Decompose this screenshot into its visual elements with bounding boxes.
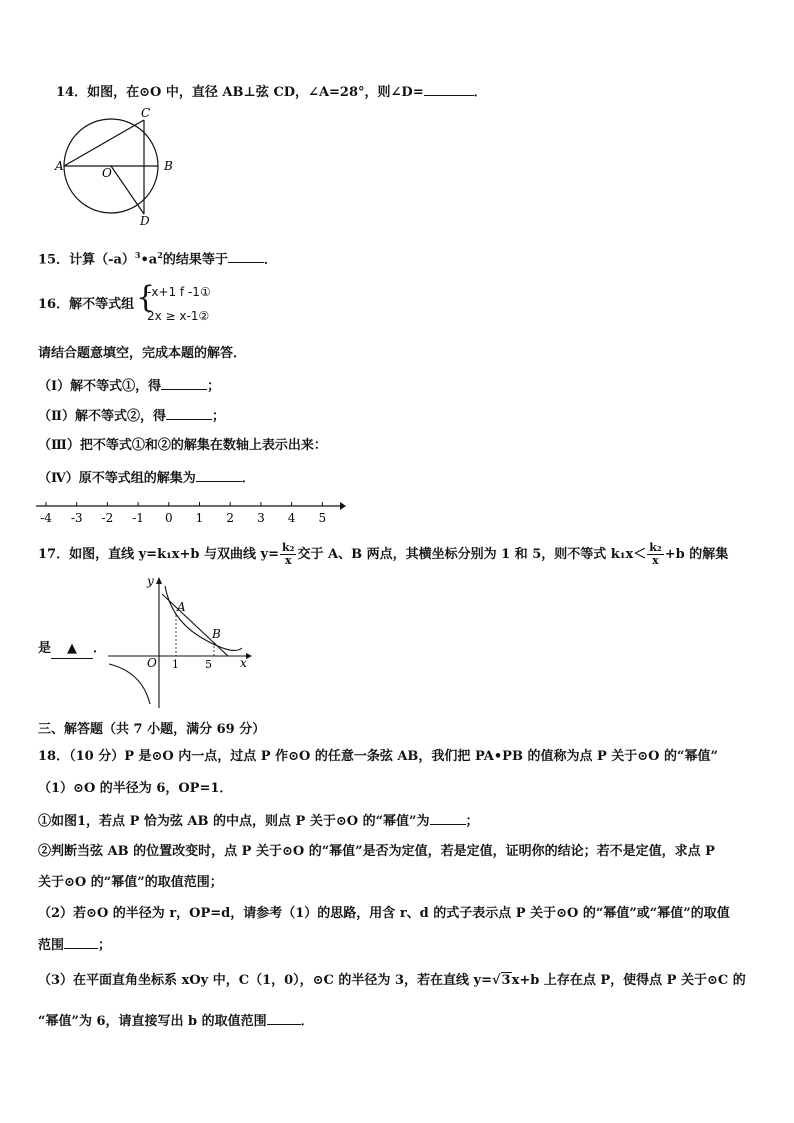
q17-end: ．	[93, 641, 107, 656]
number-line-tick-label: -3	[70, 511, 83, 525]
segment-ac	[64, 120, 144, 166]
label-d: D	[140, 214, 150, 228]
q14-answer-blank[interactable]	[424, 83, 474, 96]
q16-step2-blank[interactable]	[166, 407, 212, 420]
q18-sqrt-value: 3	[501, 973, 511, 988]
q17-fraction-2	[647, 542, 663, 567]
q14-stem: 14．如图，在⊙O 中，直径 AB⊥弦 CD，∠A=28°，则∠D=	[56, 85, 424, 100]
q18-part3-pre: （3）在平面直角坐标系 xOy 中，C（1，0），⊙C 的半径为 3，若在直线 y=	[38, 973, 492, 988]
q17-pre: 17．如图，直线 y=k₁x+b 与双曲线 y=	[38, 547, 279, 562]
x-axis-arrow	[246, 653, 252, 659]
q17-frac1-den: x	[284, 554, 292, 567]
graph-label-a: A	[177, 600, 186, 614]
graph-label-b: B	[212, 627, 221, 641]
q16-step4-end: ．	[241, 471, 255, 486]
q17-line2	[38, 640, 106, 659]
q18-part2-text: 范围	[38, 938, 65, 953]
q17-frac1-num: k₂	[282, 541, 295, 554]
q16-inequality-1: -x+1 f -1①	[147, 285, 211, 299]
system-brace: {	[136, 280, 156, 315]
number-line-tick-label: 4	[287, 511, 296, 525]
label-c: C	[141, 106, 151, 120]
number-line-tick-label: 3	[257, 511, 265, 525]
q18-part3-end: ．	[300, 1014, 314, 1029]
q18-part2-line2	[38, 936, 111, 955]
q16-label: 16．解不等式组	[38, 297, 135, 312]
q15-answer-blank[interactable]	[228, 250, 264, 263]
q18-part1b-line2: 关于⊙O 的“幂值”的取值范围；	[38, 875, 223, 890]
q17-graph	[104, 572, 256, 712]
q16-step4-text: （Ⅳ）原不等式组的解集为	[38, 471, 196, 486]
q18-part1b-line1: ②判断当弦 AB 的位置改变时，点 P 关于⊙O 的“幂值”是否为定值，若是定值，证明你的结论；若不是定值，求点 P	[38, 844, 715, 859]
number-line-tick-label: 2	[226, 511, 235, 525]
q18-part1: （1）⊙O 的半径为 6，OP=1．	[38, 781, 233, 796]
q18-part3-line1	[38, 972, 746, 990]
q17-line2-text: 是	[38, 641, 52, 656]
number-line-tick-label: -2	[101, 511, 114, 525]
q16-step2	[38, 407, 225, 426]
q17-post: +b 的解集	[664, 547, 729, 562]
number-line-tick-label: 0	[164, 511, 173, 525]
q18-part3-post: x+b 上存在点 P，使得点 P 关于⊙C 的	[511, 973, 746, 988]
graph-tick-1: 1	[172, 658, 179, 671]
q16-step3: （Ⅲ）把不等式①和②的解集在数轴上表示出来：	[38, 438, 327, 453]
section-3-heading: 三、解答题（共 7 小题，满分 69 分）	[38, 722, 266, 737]
q18-part1a-text: ①如图1，若点 P 恰为弦 AB 的中点，则点 P 关于⊙O 的“幂值”为	[38, 814, 430, 829]
q18-part2-end: ；	[98, 938, 112, 953]
q17-fraction-1	[280, 542, 296, 567]
q17-text	[38, 542, 728, 567]
number-line-tick-label: 5	[318, 511, 327, 525]
hyperbola-branch-2	[109, 664, 150, 704]
q14-text	[56, 83, 487, 102]
q15-post: 的结果等于	[162, 252, 228, 268]
q14-circle-figure	[52, 106, 187, 228]
q17-frac2-num: k₂	[649, 541, 662, 554]
q15-mid: •a	[140, 252, 158, 268]
sqrt-sign: √	[491, 973, 501, 988]
number-line-tick-label: -4	[40, 511, 52, 525]
q15-exp3: 3	[134, 250, 141, 260]
label-o: O	[102, 166, 112, 180]
q16-step4-blank[interactable]	[196, 469, 242, 482]
q16-step2-text: （Ⅱ）解不等式②，得	[38, 409, 166, 424]
label-b: B	[164, 159, 173, 173]
q16-step2-semi: ；	[211, 409, 225, 424]
line-y-k1x-b	[162, 594, 228, 656]
q16-step1	[38, 377, 220, 396]
q17-answer-blank[interactable]	[51, 640, 93, 659]
label-a: A	[55, 159, 64, 173]
q18-part2-line1: （2）若⊙O 的半径为 r，OP=d，请参考（1）的思路，用含 r、d 的式子表示点 P 关于⊙O 的“幂值”或“幂值”的取值	[38, 906, 730, 921]
q16-inequality-2: 2x ≥ x-1②	[147, 309, 210, 323]
graph-label-x: x	[240, 656, 247, 670]
q18-part3-blank[interactable]	[267, 1012, 301, 1025]
graph-tick-5: 5	[205, 658, 212, 671]
q16-intro: 请结合题意填空，完成本题的解答．	[38, 346, 247, 361]
q18-part2-blank[interactable]	[64, 936, 98, 949]
number-line[interactable]	[34, 497, 346, 529]
q18-part1a-end: ；	[465, 814, 479, 829]
graph-label-o: O	[147, 656, 157, 670]
q18-part3-line2	[38, 1012, 314, 1031]
q18-part1a	[38, 812, 479, 831]
q17-frac2-den: x	[652, 554, 659, 567]
q16-step4	[38, 469, 255, 488]
hyperbola-branch-1	[165, 586, 242, 650]
graph-label-y: y	[147, 574, 154, 588]
y-axis-arrow	[156, 577, 162, 584]
number-line-tick-label: 1	[195, 511, 204, 525]
segment-od	[111, 166, 144, 214]
number-line-tick-label: -1	[132, 511, 144, 525]
q14-end: ．	[473, 85, 487, 100]
q17-triangle: ▲	[67, 641, 78, 656]
q15-exp2: 2	[157, 250, 163, 260]
q18-part3-text: “幂值”为 6，请直接写出 b 的取值范围	[38, 1014, 267, 1029]
q16-step1-text: （Ⅰ）解不等式①，得	[38, 379, 162, 394]
q17-mid: 交于 A、B 两点，其横坐标分别为 1 和 5，则不等式 k₁x＜	[297, 547, 647, 562]
q18-part1a-blank[interactable]	[430, 812, 466, 825]
q16-step1-semi: ；	[207, 379, 221, 394]
q15-text	[38, 246, 277, 269]
q15-pre: 15．计算（-a）	[38, 252, 135, 268]
q16-step1-blank[interactable]	[161, 377, 207, 390]
number-line-arrow	[340, 502, 346, 510]
q18-head: 18．（10 分）P 是⊙O 内一点，过点 P 作⊙O 的任意一条弦 AB，我们把 PA•PB 的值称为点 P 关于⊙O 的“幂值”	[38, 749, 718, 764]
q15-end: ．	[263, 252, 277, 268]
